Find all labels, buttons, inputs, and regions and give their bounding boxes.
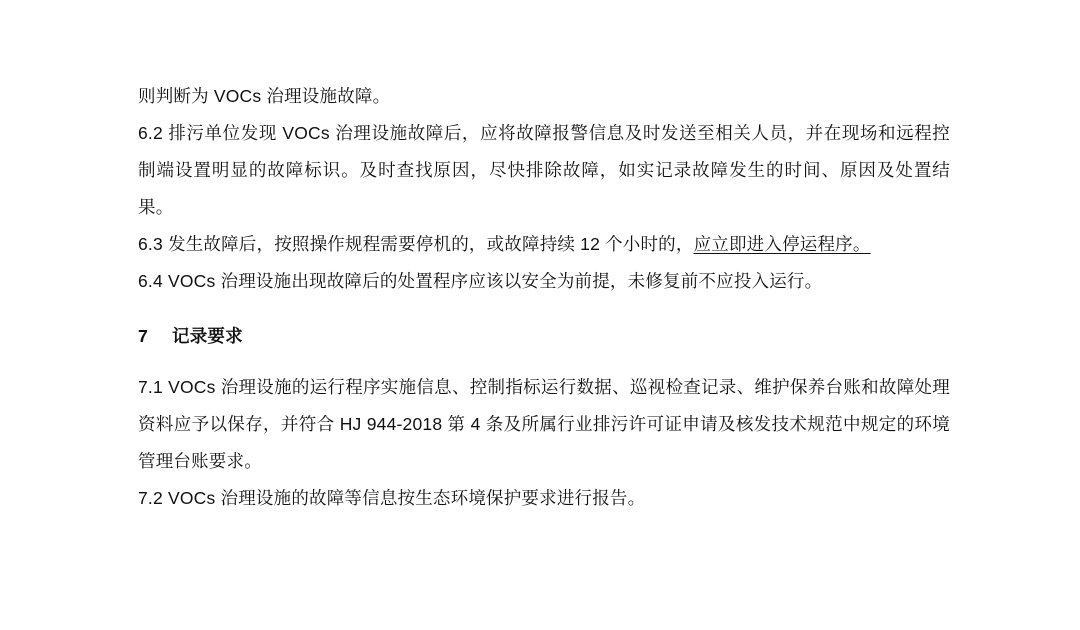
- section-number: 7: [138, 326, 148, 346]
- document-body: [138, 78, 950, 517]
- section-title: 记录要求: [172, 326, 243, 346]
- paragraph-clause-6-3: [138, 226, 950, 263]
- paragraph-clause-6-4: 6.4 VOCs 治理设施出现故障后的处置程序应该以安全为前提，未修复前不应投入运行。: [138, 271, 823, 291]
- paragraph-carryover: 则判断为 VOCs 治理设施故障。: [138, 86, 391, 106]
- clause-6-3-emphasis: 应立即进入停运程序。: [693, 234, 871, 254]
- section-heading-7: [138, 318, 950, 355]
- paragraph-clause-7-1: 7.1 VOCs 治理设施的运行程序实施信息、控制指标运行数据、巡视检查记录、维护保养台账和故障处理资料应予以保存，并符合 HJ 944-2018 第 4 条及所属行业排污许可证申请及核发技术规范中规定的环境管理台账要求。: [138, 377, 950, 471]
- spacer-before-heading: [138, 300, 950, 304]
- clause-6-3-text: 6.3 发生故障后，按照操作规程需要停机的，或故障持续 12 个小时的，: [138, 234, 694, 254]
- paragraph-clause-7-2: 7.2 VOCs 治理设施的故障等信息按生态环境保护要求进行报告。: [138, 488, 646, 508]
- paragraph-clause-6-2: 6.2 排污单位发现 VOCs 治理设施故障后，应将故障报警信息及时发送至相关人员，并在现场和远程控制端设置明显的故障标识。及时查找原因，尽快排除故障，如实记录故障发生的时间、原因及处置结果。: [138, 123, 950, 217]
